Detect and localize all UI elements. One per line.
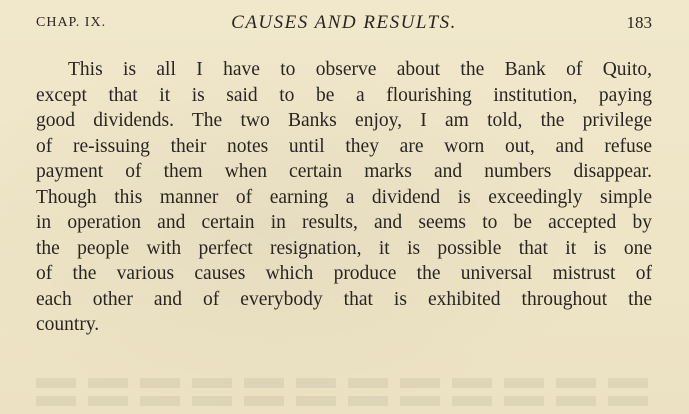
text-line: payment of them when certain marks and numbers disappear.	[36, 161, 652, 182]
text-line: country.	[36, 314, 100, 335]
text-line: Though this manner of earning a dividend is exceedingly simple	[36, 186, 652, 208]
running-title: CAUSES AND RESULTS.	[231, 12, 457, 33]
bleed-through-shadow	[36, 378, 652, 414]
page-number: 183	[626, 13, 652, 32]
chapter-label: CHAP. IX.	[36, 15, 107, 30]
text-line: of the various causes which produce the universal mistrust of	[36, 263, 652, 284]
text-line: the people with perfect resignation, it is possible that it is one	[36, 237, 652, 259]
text-line: each other and of everybody that is exhibited throughout the	[36, 288, 652, 310]
text-line: This is all I have to observe about the Bank of Quito,	[68, 59, 652, 80]
text-line: except that it is said to be a flourishing institution, paying	[36, 84, 652, 106]
text-line: in operation and certain in results, and seems to be accepted by	[36, 212, 652, 233]
text-line: good dividends. The two Banks enjoy, I am told, the privilege	[36, 110, 652, 131]
running-header	[36, 12, 652, 36]
paragraph	[36, 57, 652, 338]
text-line: of re-issuing their notes until they are worn out, and refuse	[36, 135, 652, 157]
